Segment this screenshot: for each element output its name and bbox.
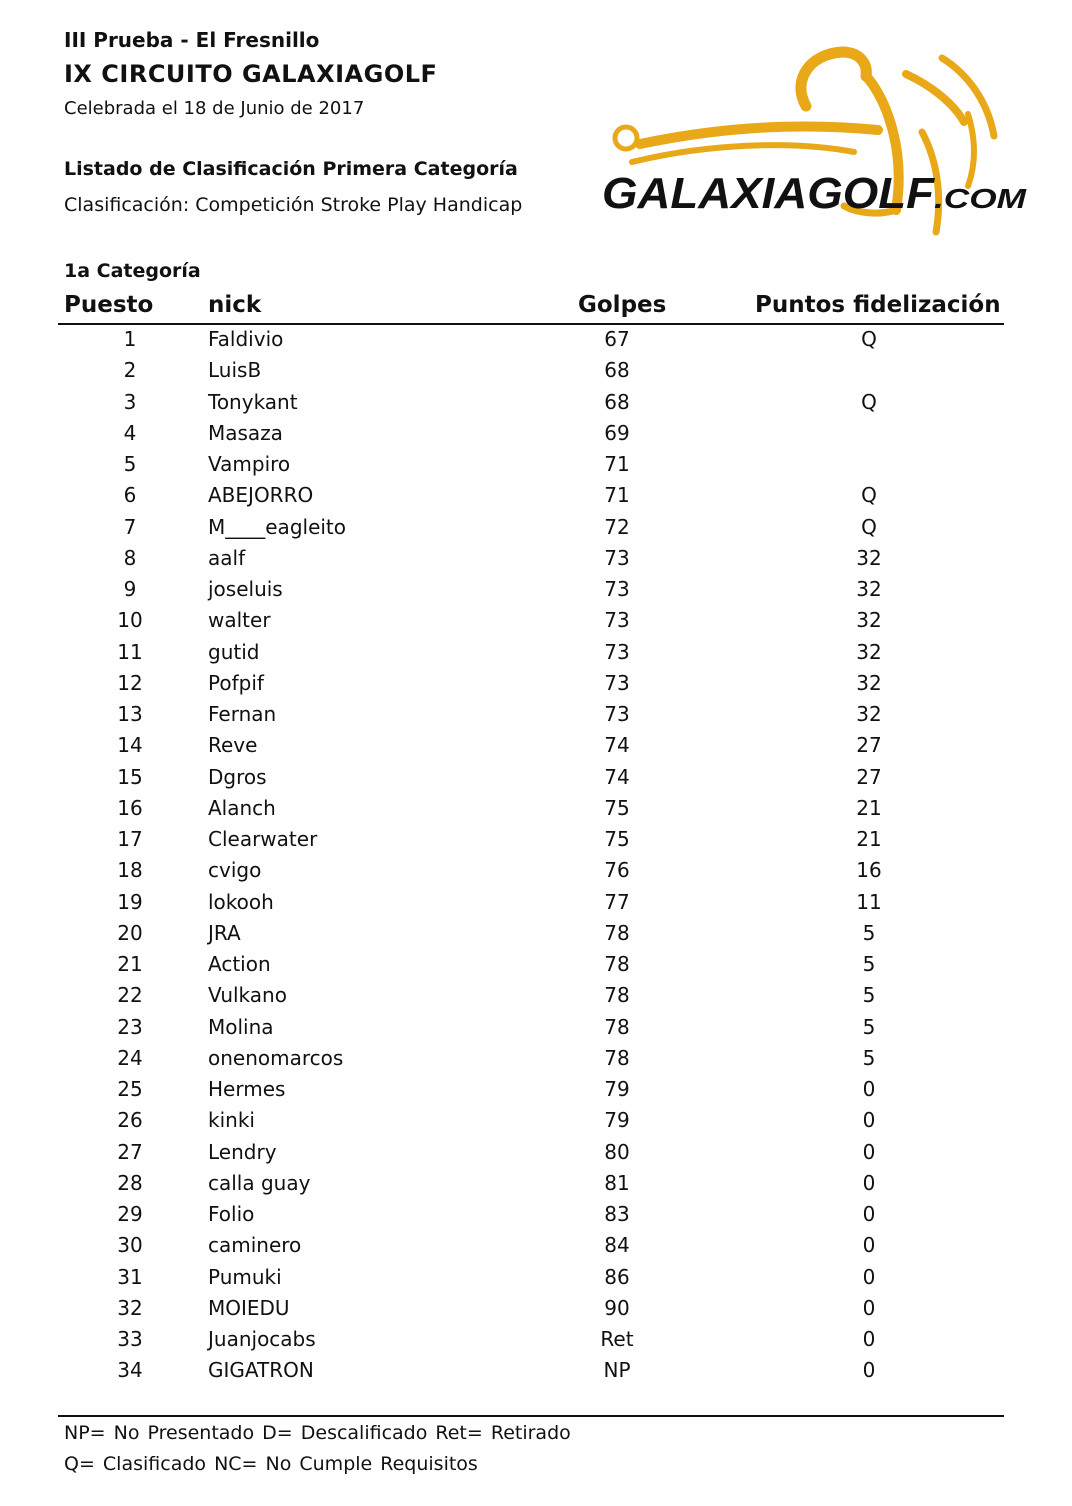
table-row [0,826,1072,857]
table-row [0,1201,1072,1232]
cell-nick: Clearwater [208,827,318,851]
table-row [0,920,1072,951]
table-row [0,1076,1072,1107]
legend-line-1: NP= No Presentado D= Descalificado Ret= Retirado [64,1422,571,1444]
cell-puesto: 23 [117,1014,143,1039]
logo-text: GALAXIAGOLF [602,169,936,218]
cell-puesto: 14 [117,733,143,758]
cell-puesto: 6 [123,483,137,508]
cell-nick: cvigo [208,858,262,883]
classification-type: Clasificación: Competición Stroke Play Handicap [64,194,523,216]
cell-puesto: 4 [123,420,137,445]
cell-golpes: 81 [604,1170,630,1195]
cell-nick: GIGATRON [208,1358,314,1383]
table-row [0,357,1072,388]
cell-nick: Vulkano [208,983,287,1008]
cell-golpes: 83 [604,1202,630,1226]
cell-golpes: 74 [604,733,630,758]
cell-golpes: 90 [604,1295,630,1320]
table-row [0,1170,1072,1201]
cell-golpes: Ret [600,1327,634,1351]
cell-golpes: 68 [604,389,630,414]
table-row [0,451,1072,482]
cell-puesto: 12 [117,670,143,695]
table-row [0,639,1072,670]
cell-puntos: 32 [856,577,882,601]
cell-puesto: 20 [117,920,143,945]
cell-nick: Pofpif [208,670,264,695]
cell-puesto: 5 [123,452,137,476]
cell-nick: Fernan [208,702,277,726]
cell-puesto: 33 [117,1327,143,1351]
cell-puntos: 21 [856,827,882,851]
cell-nick: Alanch [208,795,276,820]
cell-nick: MOIEDU [208,1295,290,1320]
cell-puesto: 8 [123,545,137,570]
cell-puesto: 2 [123,358,137,383]
cell-golpes: 84 [604,1233,630,1258]
cell-puntos: 27 [856,764,882,789]
cell-puntos: 0 [862,1295,876,1320]
cell-nick: lokooh [208,889,274,914]
footer-divider [58,1415,1004,1417]
legend-line-2: Q= Clasificado NC= No Cumple Requisitos [64,1453,478,1475]
cell-puntos: 0 [862,1233,876,1258]
cell-puntos: 0 [862,1139,876,1164]
table-row [0,1295,1072,1326]
table-row [0,889,1072,920]
table-row [0,982,1072,1013]
cell-nick: Folio [208,1202,255,1226]
circuit-title: IX CIRCUITO GALAXIAGOLF [64,60,438,88]
cell-nick: Lendry [208,1139,277,1164]
table-row [0,1326,1072,1357]
cell-puntos: 32 [856,608,882,633]
cell-puesto: 27 [117,1139,143,1164]
table-row [0,389,1072,420]
table-row [0,420,1072,451]
table-row [0,482,1072,513]
cell-nick: JRA [208,920,241,945]
cell-nick: Tonykant [208,389,298,414]
cell-puesto: 29 [117,1202,143,1226]
results-table [0,326,1072,1389]
cell-puntos: 32 [856,702,882,726]
cell-golpes: 69 [604,420,630,445]
cell-golpes: 73 [604,577,630,601]
table-row [0,576,1072,607]
cell-golpes: 75 [604,827,630,851]
cell-puntos: 0 [862,1358,876,1383]
cell-nick: joseluis [208,577,283,601]
cell-puntos: 16 [856,858,882,883]
cell-nick: Molina [208,1014,274,1039]
cell-golpes: 76 [604,858,630,883]
cell-puntos: Q [861,514,877,539]
category-label: 1a Categoría [64,260,201,282]
cell-puntos: 0 [862,1108,876,1133]
listing-title: Listado de Clasificación Primera Categoría [64,158,518,180]
table-row [0,701,1072,732]
table-row [0,1045,1072,1076]
cell-puntos: 32 [856,670,882,695]
cell-nick: Vampiro [208,452,291,476]
cell-golpes: NP [603,1358,631,1383]
cell-puntos: 5 [862,983,876,1008]
cell-puntos: 5 [862,952,876,976]
table-row [0,732,1072,763]
cell-puesto: 7 [123,514,137,539]
cell-golpes: 71 [604,452,630,476]
cell-puesto: 28 [117,1170,143,1195]
cell-puntos: Q [861,327,877,351]
cell-golpes: 79 [604,1077,630,1101]
cell-puntos: 32 [856,639,882,664]
cell-golpes: 78 [604,952,630,976]
cell-golpes: 71 [604,483,630,508]
cell-golpes: 68 [604,358,630,383]
table-row [0,670,1072,701]
table-row [0,1139,1072,1170]
cell-golpes: 78 [604,1014,630,1039]
cell-puesto: 24 [117,1045,143,1070]
table-row [0,764,1072,795]
cell-puesto: 9 [123,577,137,601]
cell-golpes: 74 [604,764,630,789]
cell-puesto: 15 [117,764,143,789]
cell-puntos: 21 [856,795,882,820]
cell-puesto: 21 [117,952,143,976]
cell-golpes: 75 [604,795,630,820]
cell-puntos: Q [861,483,877,508]
cell-golpes: 77 [604,889,630,914]
cell-golpes: 80 [604,1139,630,1164]
cell-puesto: 11 [117,639,143,664]
table-row [0,607,1072,638]
cell-puntos: 5 [862,920,876,945]
cell-nick: LuisB [208,358,262,383]
cell-golpes: 73 [604,670,630,695]
cell-nick: calla guay [208,1170,311,1195]
cell-golpes: 78 [604,983,630,1008]
cell-puntos: 0 [862,1202,876,1226]
cell-puesto: 30 [117,1233,143,1258]
cell-nick: onenomarcos [208,1045,344,1070]
cell-golpes: 78 [604,1045,630,1070]
table-row [0,1232,1072,1263]
cell-nick: Masaza [208,420,283,445]
cell-golpes: 73 [604,608,630,633]
cell-nick: kinki [208,1108,255,1133]
cell-nick: Faldivio [208,327,284,351]
cell-nick: Juanjocabs [208,1327,316,1351]
cell-puesto: 32 [117,1295,143,1320]
table-row [0,857,1072,888]
cell-puesto: 1 [123,327,137,351]
cell-golpes: 73 [604,702,630,726]
table-row [0,545,1072,576]
column-header-puesto: Puesto [64,292,154,318]
cell-puntos: 0 [862,1077,876,1101]
cell-nick: Pumuki [208,1264,282,1289]
cell-nick: Hermes [208,1077,286,1101]
cell-golpes: 73 [604,639,630,664]
cell-puntos: 5 [862,1045,876,1070]
header-divider [58,323,1004,325]
cell-golpes: 67 [604,327,630,351]
table-row [0,795,1072,826]
cell-puesto: 18 [117,858,143,883]
event-date: Celebrada el 18 de Junio de 2017 [64,98,365,119]
cell-golpes: 79 [604,1108,630,1133]
column-header-nick: nick [208,292,262,318]
galaxiagolf-logo [596,40,1036,240]
cell-nick: Reve [208,733,258,758]
cell-puntos: 0 [862,1264,876,1289]
logo-text-suffix: .COM [934,183,1027,214]
cell-puntos: 11 [856,889,882,914]
cell-puesto: 16 [117,795,143,820]
cell-nick: caminero [208,1233,302,1258]
cell-golpes: 78 [604,920,630,945]
cell-nick: Dgros [208,764,267,789]
cell-nick: walter [208,608,271,633]
cell-puesto: 3 [123,389,137,414]
cell-puesto: 31 [117,1264,143,1289]
cell-puesto: 34 [117,1358,143,1383]
cell-nick: aalf [208,545,246,570]
cell-puesto: 17 [117,827,143,851]
table-row [0,1014,1072,1045]
cell-puntos: 0 [862,1170,876,1195]
column-header-golpes: Golpes [578,292,667,318]
table-row [0,514,1072,545]
cell-puesto: 22 [117,983,143,1008]
cell-puesto: 10 [117,608,143,633]
cell-nick: M____eagleito [208,514,347,539]
cell-puntos: 32 [856,545,882,570]
table-row [0,1107,1072,1138]
cell-golpes: 86 [604,1264,630,1289]
table-row [0,1264,1072,1295]
event-title: III Prueba - El Fresnillo [64,28,320,52]
cell-golpes: 73 [604,545,630,570]
cell-nick: Action [208,952,271,976]
cell-puesto: 13 [117,702,143,726]
cell-puesto: 19 [117,889,143,914]
column-header-puntos: Puntos fidelización [755,292,1001,318]
table-row [0,951,1072,982]
cell-puesto: 26 [117,1108,143,1133]
cell-puntos: 27 [856,733,882,758]
cell-puntos: 5 [862,1014,876,1039]
cell-puntos: Q [861,389,877,414]
cell-nick: ABEJORRO [208,483,314,508]
cell-puesto: 25 [117,1077,143,1101]
table-row [0,326,1072,357]
cell-nick: gutid [208,639,260,664]
table-row [0,1357,1072,1388]
cell-puntos: 0 [862,1327,876,1351]
cell-golpes: 72 [604,514,630,539]
